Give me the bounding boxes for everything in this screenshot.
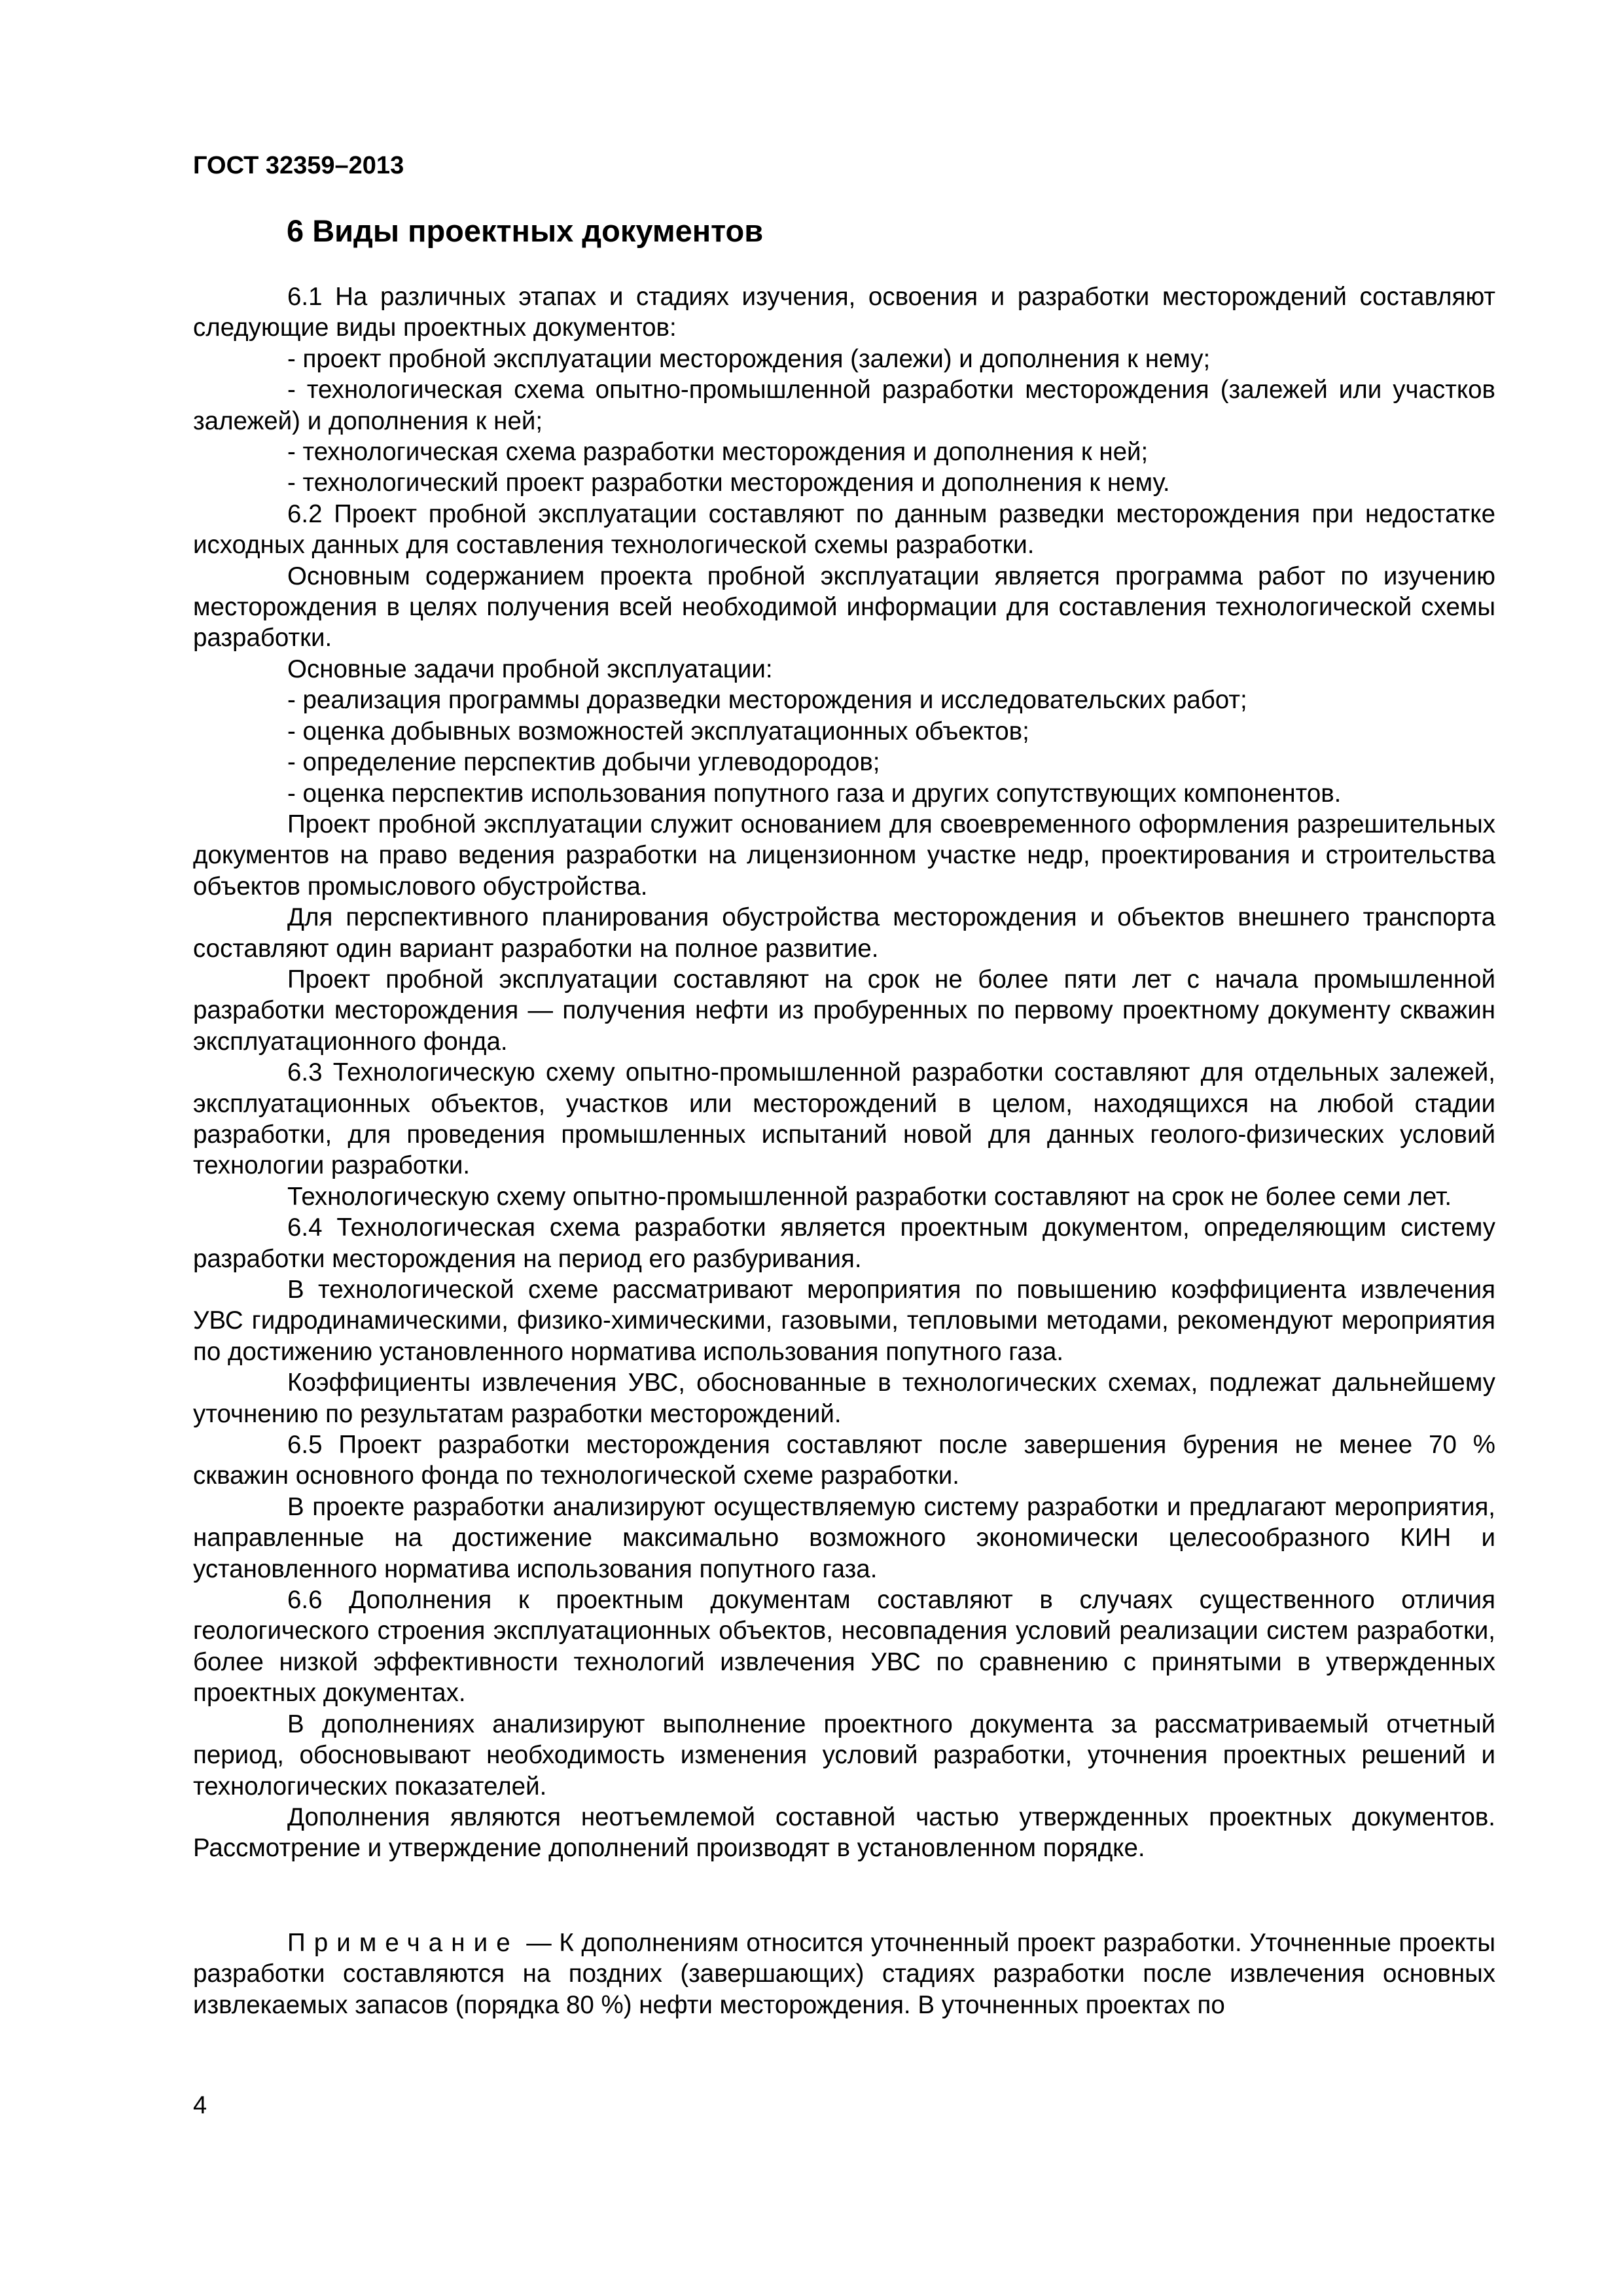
paragraph: Основным содержанием проекта пробной эксплуатации является программа работ по изучению месторождения в целях получения всей необходимой информации для составления технологической схемы разработки.: [193, 562, 1495, 653]
paragraph: Дополнения являются неотъемлемой составной частью утвержденных проектных документов. Рассмотрение и утверждение дополнений производят в установленном порядке.: [193, 1803, 1495, 1863]
list-item: - оценка добывных возможностей эксплуатационных объектов;: [287, 717, 1029, 745]
list-item: - оценка перспектив использования попутного газа и других сопутствующих компонентов.: [287, 779, 1342, 808]
section-body: [193, 281, 1495, 1864]
paragraph: 6.3 Технологическую схему опытно-промышленной разработки составляют для отдельных залежей, эксплуатационных объектов, участков или месторождений в целом, находящихся на любой стадии разработки, для проведения промышленных испытаний новой для данных геолого-физических условий технологии разработки.: [193, 1058, 1495, 1180]
paragraph: Основные задачи пробной эксплуатации:: [287, 655, 773, 683]
paragraph: Технологическую схему опытно-промышленной разработки составляют на срок не более семи лет.: [287, 1182, 1452, 1211]
paragraph: В дополнениях анализируют выполнение проектного документа за рассматриваемый отчетный период, обосновывают необходимость изменения условий разработки, уточнения проектных решений и технологических показателей.: [193, 1710, 1495, 1801]
paragraph: 6.5 Проект разработки месторождения составляют после завершения бурения не менее 70 % скважин основного фонда по технологической схеме разработки.: [193, 1431, 1495, 1490]
list-item: - технологическая схема разработки месторождения и дополнения к ней;: [287, 438, 1149, 467]
note: [193, 1928, 1495, 2020]
note-text: — К дополнениям относится уточненный проект разработки. Уточненные проекты разработки составляются на поздних (завершающих) стадиях разработки после извлечения основных извлекаемых запасов (порядка 80 %) нефти месторождения. В уточненных проектах по: [193, 1929, 1495, 2019]
paragraph: Коэффициенты извлечения УВС, обоснованные в технологических схемах, подлежат дальнейшему уточнению по результатам разработки месторождений.: [193, 1369, 1495, 1428]
paragraph: 6.6 Дополнения к проектным документам составляют в случаях существенного отличия геологического строения эксплуатационных объектов, несовпадения условий реализации систем разработки, более низкой эффективности технологий извлечения УВС по сравнению с принятыми в утвержденных проектных документах.: [193, 1586, 1495, 1708]
list-item: - определение перспектив добычи углеводородов;: [287, 748, 880, 777]
list-item: - технологическая схема опытно-промышленной разработки месторождения (залежей или участков залежей) и дополнения к ней;: [193, 376, 1495, 435]
paragraph: Проект пробной эксплуатации служит основанием для своевременного оформления разрешительных документов на право ведения разработки на лицензионном участке недр, проектирования и строительства объектов промыслового обустройства.: [193, 810, 1495, 901]
list-item: - технологический проект разработки месторождения и дополнения к нему.: [287, 469, 1170, 497]
list-item: - проект пробной эксплуатации месторождения (залежи) и дополнения к нему;: [287, 344, 1211, 373]
paragraph: Проект пробной эксплуатации составляют на срок не более пяти лет с начала промышленной разработки месторождения — получения нефти из пробуренных по первому проектному документу скважин эксплуатационного фонда.: [193, 965, 1495, 1056]
paragraph: 6.2 Проект пробной эксплуатации составляют по данным разведки месторождения при недостатке исходных данных для составления технологической схемы разработки.: [193, 499, 1495, 560]
paragraph: 6.4 Технологическая схема разработки является проектным документом, определяющим систему разработки месторождения на период его разбуривания.: [193, 1213, 1495, 1273]
paragraph: В технологической схеме рассматривают мероприятия по повышению коэффициента извлечения УВС гидродинамическими, физико-химическими, газовыми, тепловыми методами, рекомендуют мероприятия по достижению установленного норматива использования попутного газа.: [193, 1276, 1495, 1366]
document-code: ГОСТ 32359–2013: [193, 152, 404, 179]
section-title: 6 Виды проектных документов: [287, 213, 764, 248]
paragraph: В проекте разработки анализируют осуществляемую систему разработки и предлагают мероприятия, направленные на достижение максимально возможного экономически целесообразного КИН и установленного норматива использования попутного газа.: [193, 1492, 1495, 1583]
paragraph: 6.1 На различных этапах и стадиях изучения, освоения и разработки месторождений составляют следующие виды проектных документов:: [193, 283, 1495, 342]
note-label: Примечание: [287, 1929, 519, 1957]
list-item: - реализация программы доразведки месторождения и исследовательских работ;: [287, 686, 1247, 715]
page-number: 4: [193, 2092, 207, 2119]
paragraph: Для перспективного планирования обустройства месторождения и объектов внешнего транспорта составляют один вариант разработки на полное развитие.: [193, 903, 1495, 963]
